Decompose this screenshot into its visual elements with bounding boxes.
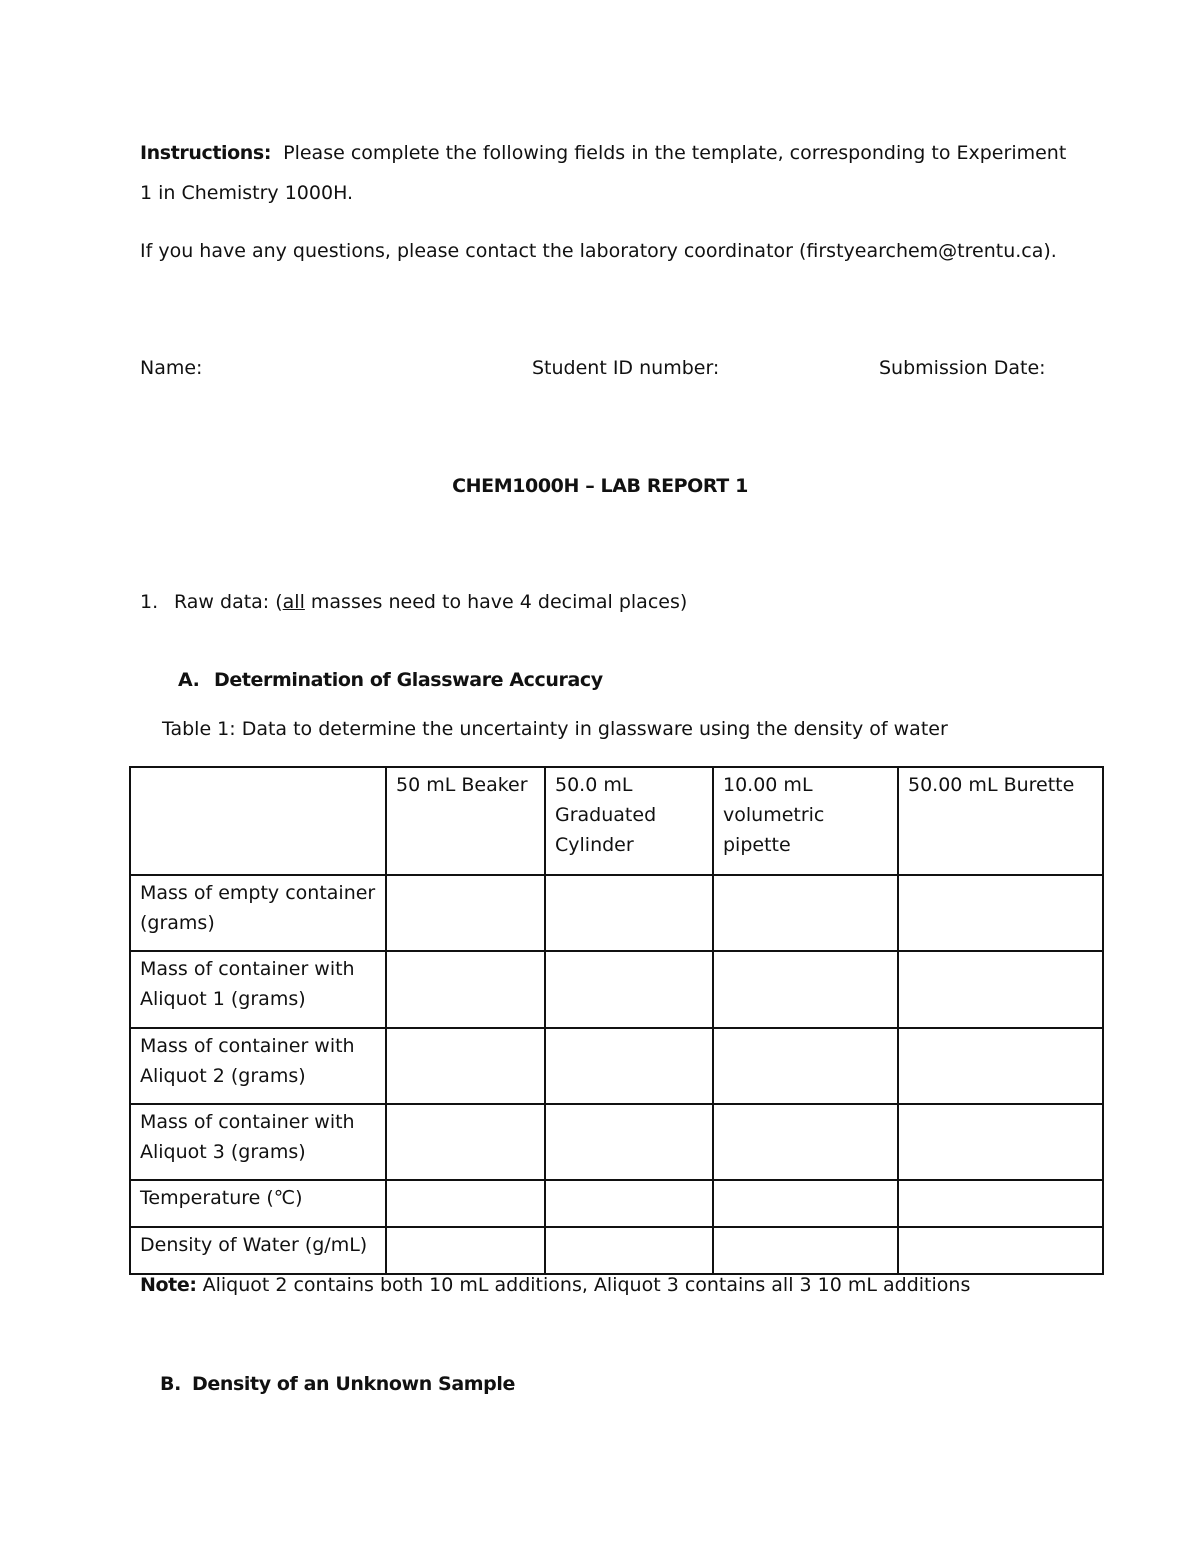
input-cell[interactable] (545, 951, 713, 1028)
row-label-aliquot-1: Mass of container with Aliquot 1 (grams) (130, 951, 386, 1028)
raw-data-prefix: Raw data: ( (174, 591, 283, 613)
input-cell[interactable] (713, 1227, 898, 1274)
section-b-title: Density of an Unknown Sample (192, 1373, 515, 1395)
raw-data-item (140, 591, 687, 613)
instructions-paragraph (140, 142, 1066, 164)
section-a-title: Determination of Glassware Accuracy (214, 669, 603, 691)
input-cell[interactable] (386, 1227, 545, 1274)
input-cell[interactable] (898, 1028, 1103, 1104)
header-cell-beaker: 50 mL Beaker (386, 767, 545, 875)
section-a-letter: A. (178, 669, 200, 691)
table-row (130, 1180, 1103, 1227)
header-cell-burette: 50.00 mL Burette (898, 767, 1103, 875)
header-cell-empty (130, 767, 386, 875)
input-cell[interactable] (898, 1227, 1103, 1274)
input-cell[interactable] (545, 1104, 713, 1180)
table-row (130, 1227, 1103, 1274)
table-header-row (130, 767, 1103, 875)
header-cell-graduated-cylinder: 50.0 mL Graduated Cylinder (545, 767, 713, 875)
input-cell[interactable] (713, 951, 898, 1028)
input-cell[interactable] (545, 875, 713, 951)
table-caption: Table 1: Data to determine the uncertainty in glassware using the density of water (162, 718, 948, 740)
input-cell[interactable] (386, 951, 545, 1028)
name-field-label: Name: (140, 357, 203, 379)
row-label-aliquot-2: Mass of container with Aliquot 2 (grams) (130, 1028, 386, 1104)
input-cell[interactable] (545, 1227, 713, 1274)
input-cell[interactable] (386, 875, 545, 951)
note-label: Note: (140, 1274, 197, 1296)
row-label-empty-container: Mass of empty container (grams) (130, 875, 386, 951)
submission-date-field-label: Submission Date: (879, 357, 1046, 379)
table-row (130, 1104, 1103, 1180)
input-cell[interactable] (898, 1104, 1103, 1180)
instructions-text: Please complete the following fields in the template, corresponding to Experiment (283, 142, 1067, 164)
row-label-density-water: Density of Water (g/mL) (130, 1227, 386, 1274)
input-cell[interactable] (713, 1180, 898, 1227)
input-cell[interactable] (386, 1028, 545, 1104)
note-text: Aliquot 2 contains both 10 mL additions, Aliquot 3 contains all 3 10 mL additions (202, 1274, 971, 1296)
table-row (130, 951, 1103, 1028)
table-row (130, 1028, 1103, 1104)
section-a-heading (178, 669, 603, 691)
input-cell[interactable] (545, 1028, 713, 1104)
table-row (130, 875, 1103, 951)
glassware-data-table (129, 766, 1104, 1275)
row-label-aliquot-3: Mass of container with Aliquot 3 (grams) (130, 1104, 386, 1180)
header-cell-volumetric-pipette: 10.00 mL volumetric pipette (713, 767, 898, 875)
row-label-temperature: Temperature (℃) (130, 1180, 386, 1227)
instructions-text-continued: 1 in Chemistry 1000H. (140, 182, 354, 204)
list-number: 1. (140, 591, 159, 613)
input-cell[interactable] (713, 875, 898, 951)
input-cell[interactable] (898, 951, 1103, 1028)
raw-data-suffix: masses need to have 4 decimal places) (304, 591, 688, 613)
report-title: CHEM1000H – LAB REPORT 1 (452, 475, 748, 497)
student-id-field-label: Student ID number: (532, 357, 720, 379)
instructions-label: Instructions: (140, 142, 272, 164)
input-cell[interactable] (713, 1028, 898, 1104)
raw-data-emphasis: all (282, 591, 305, 613)
table-note (140, 1274, 970, 1296)
input-cell[interactable] (713, 1104, 898, 1180)
contact-info: If you have any questions, please contact the laboratory coordinator (firstyearchem@trentu.ca). (140, 240, 1057, 262)
section-b-heading (160, 1373, 515, 1395)
input-cell[interactable] (545, 1180, 713, 1227)
input-cell[interactable] (386, 1180, 545, 1227)
input-cell[interactable] (386, 1104, 545, 1180)
section-b-letter: B. (160, 1373, 181, 1395)
input-cell[interactable] (898, 1180, 1103, 1227)
input-cell[interactable] (898, 875, 1103, 951)
